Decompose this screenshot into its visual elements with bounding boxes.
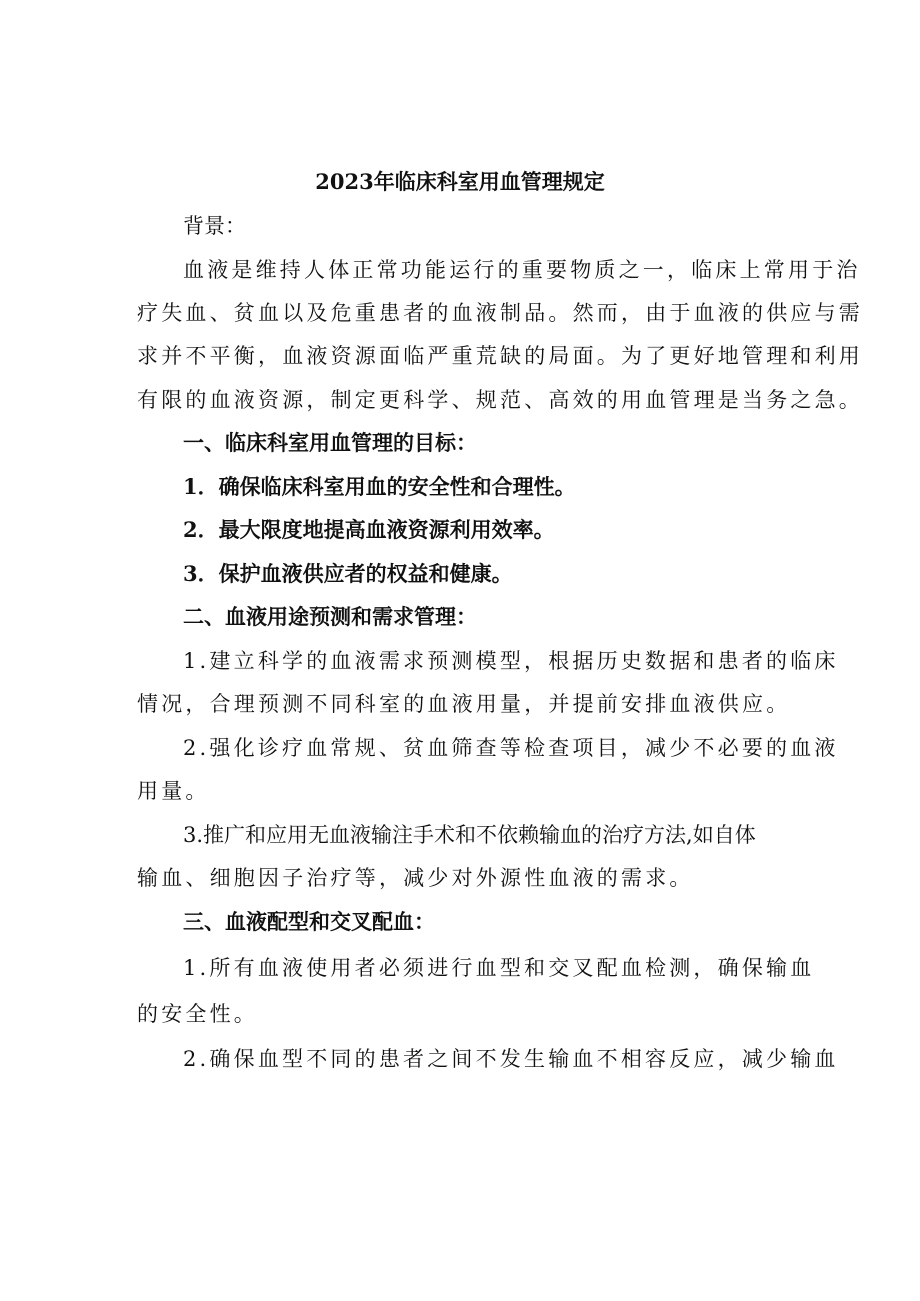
list-item-continuation: 用量。 <box>137 779 210 803</box>
list-item-continuation: 的安全性。 <box>137 1002 258 1026</box>
section-heading: 一、临床科室用血管理的目标： <box>183 430 477 455</box>
list-item: 3．保护血液供应者的权益和健康。 <box>183 561 513 586</box>
page-title: 2023年临床科室用血管理规定 <box>315 169 605 194</box>
section-heading: 三、血液配型和交叉配血： <box>183 909 435 934</box>
list-item-continuation: 输血、细胞因子治疗等，减少对外源性血液的需求。 <box>137 866 694 890</box>
list-item: 1.建立科学的血液需求预测模型，根据历史数据和患者的临床 <box>183 649 839 673</box>
list-item-continuation: 情况，合理预测不同科室的血液用量，并提前安排血液供应。 <box>137 692 791 716</box>
background-line: 有限的血液资源，制定更科学、规范、高效的用血管理是当务之急。 <box>137 388 863 412</box>
section-heading: 二、血液用途预测和需求管理： <box>183 604 477 629</box>
background-line: 求并不平衡，血液资源面临严重荒缺的局面。为了更好地管理和利用 <box>137 344 863 368</box>
list-item: 2.强化诊疗血常规、贫血筛查等检查项目，减少不必要的血液 <box>183 736 839 760</box>
background-heading: 背景： <box>183 214 246 238</box>
list-item: 2．最大限度地提高血液资源利用效率。 <box>183 517 555 542</box>
list-item: 1.所有血液使用者必须进行血型和交叉配血检测，确保输血 <box>183 956 815 980</box>
list-item: 1．确保临床科室用血的安全性和合理性。 <box>183 474 576 499</box>
background-line: 疗失血、贫血以及危重患者的血液制品。然而，由于血液的供应与需 <box>137 301 863 325</box>
background-line: 血液是维持人体正常功能运行的重要物质之一，临床上常用于治 <box>183 258 861 282</box>
list-item: 3.推广和应用无血液输注手术和不依赖输血的治疗方法,如自体 <box>183 823 756 847</box>
list-item: 2.确保血型不同的患者之间不发生输血不相容反应，减少输血 <box>183 1047 839 1071</box>
